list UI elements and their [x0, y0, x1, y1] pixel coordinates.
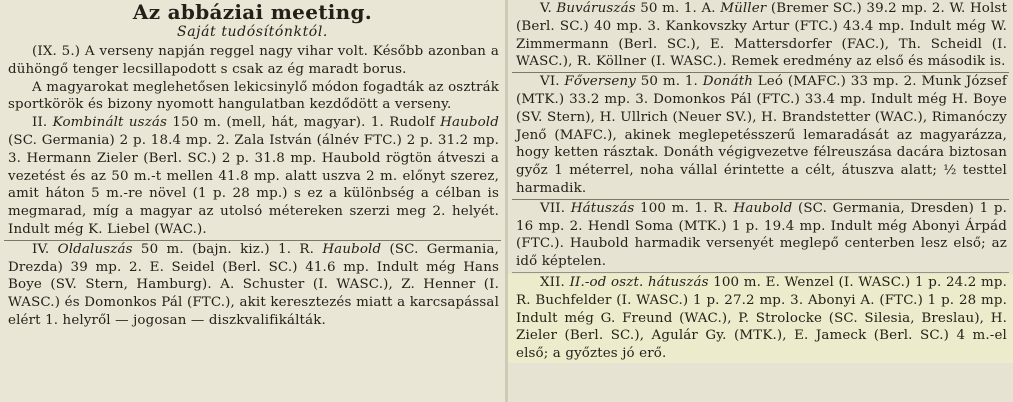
event-number: VI.	[540, 74, 565, 90]
event-text: 150 m. (mell, hát, magyar). 1. Rudolf	[167, 115, 441, 131]
highlighted-block	[508, 274, 1013, 363]
left-column	[0, 0, 505, 402]
paragraph-mood: A magyarokat meglehetősen lekicsinylő módon fogadták az osztrák sportkörök és bizony nyomott hangulatban kezdődött a verseny.	[8, 79, 499, 113]
winner-name: Haubold	[440, 115, 499, 131]
event-number: II.	[32, 115, 53, 131]
event-title: Oldaluszás	[57, 241, 133, 257]
event-title: Főverseny	[564, 74, 637, 90]
event-main-race	[508, 73, 1013, 198]
winner-name: Müller	[720, 1, 767, 16]
winner-name: Haubold	[322, 241, 382, 257]
event-title: II.-od oszt. hátuszás	[569, 274, 709, 290]
event-text: 100 m. E. Wenzel (I. WASC.) 1 p. 24.2 mp. R. Buchfelder (I. WASC.) 1 p. 27.2 mp. 3. Abonyi A. (FTC.) 1 p. 28 mp. Indult még G. Freund (WAC.), P. Strolocke (SC. Silesia, Breslau), H. Zieler (Berl. SC.), Agulár Gy. (MTK.), E. Jameck (Berl. SC.) 4 m.-el első; a győztes jó erő.	[516, 274, 1007, 362]
winner-name: Donáth	[702, 74, 754, 90]
event-number: V.	[540, 1, 557, 16]
event-text: Leó (MAFC.) 33 mp. 2. Munk József (MTK.) 33.2 mp. 3. Domonkos Pál (FTC.) 33.4 mp. Indult még H. Boye (SV. Stern), H. Ullrich (Neuer SV.), H. Brandstetter (WAC.), Rimanóczy Jenő (MAFC.), akinek meglepetésszerű lemaradását az magyarázza, hogy ketten rásztak. Donáth végigvezetve félreuszása dacára biztosan győz 1 méterrel, noha vállal érintette a célt, átuszva alatt; ½ testtel harmadik.	[516, 74, 1008, 196]
event-number: VII.	[540, 200, 571, 216]
event-text: (SC. Germania, Dresden) 1 p. 16 mp. 2. Hendl Soma (MTK.) 1 p. 19.4 mp. Indult még Abonyi Árpád (FTC.). Haubold harmadik versenyét meglepő centerben lesz első; az idő képtelen.	[516, 200, 1008, 270]
event-text: (SC. Germania, Drezda) 39 mp. 2. E. Seidel (Berl. SC.) 41.6 mp. Indult még Hans Boye (SV. Stern, Hamburg). A. Schuster (I. WASC.), Z. Henner (I. WASC.) és Domonkos Pál (FTC.), akit keresztezés miatt a karcsapással elért 1. helyről — jogosan — diszkvalifikálták.	[8, 241, 499, 328]
event-text: (SC. Germania) 2 p. 18.4 mp. 2. Zala István (álnév FTC.) 2 p. 31.2 mp. 3. Hermann Zieler (Berl. SC.) 2 p. 31.8 mp. Haubold rögtön átveszi a vezetést és az 50 m.-t mellen 41.8 mp. alatt uszva 2 m. előnyt szerez, amit háton 5 m.-re növel (1 p. 28 mp.) s ez a különbség a célban is megmarad, míg a magyar az utolsó métereken szerzi meg 2. helyét. Indult még K. Liebel (WAC.).	[8, 132, 499, 237]
article-subtitle: Saját tudósítónktól.	[177, 24, 328, 40]
event-number: IV.	[32, 241, 58, 257]
article-title: Az abbáziai meeting.	[132, 0, 373, 24]
event-title: Buváruszás	[556, 1, 636, 16]
event-second-class-backstroke	[508, 274, 1013, 363]
event-text: 50 m. 1.	[636, 74, 703, 90]
winner-name: Haubold	[733, 200, 793, 216]
event-text: 50 m. 1. A.	[635, 1, 721, 16]
event-underwater-swim	[508, 0, 1013, 71]
event-title: Hátuszás	[570, 200, 635, 216]
section-rule	[512, 272, 1009, 273]
paragraph-intro: (IX. 5.) A verseny napján reggel nagy vihar volt. Később azonban a dühöngő tenger lecsillapodott s csak az ég maradt borus.	[8, 44, 499, 77]
event-number: XII.	[540, 274, 570, 290]
event-text: (Bremer SC.) 39.2 mp. 2. W. Holst (Berl. SC.) 40 mp. 3. Kankovszky Artur (FTC.) 43.4 mp. Indult még W. Zimmermann (Berl. SC.), E. Mattersdorfer (FAC.), Th. Scheidl (I. WASC.), R. Köllner (I. WASC.). Remek eredmény az első és második is.	[516, 1, 1007, 70]
right-column	[508, 0, 1013, 402]
event-combined-swim	[0, 114, 505, 239]
event-backstroke	[508, 200, 1013, 271]
event-text: 100 m. 1. R.	[634, 200, 734, 216]
event-text: 50 m. (bajn. kiz.) 1. R.	[132, 241, 323, 257]
event-title: Kombinált uszás	[52, 115, 168, 131]
event-side-stroke	[0, 241, 505, 330]
